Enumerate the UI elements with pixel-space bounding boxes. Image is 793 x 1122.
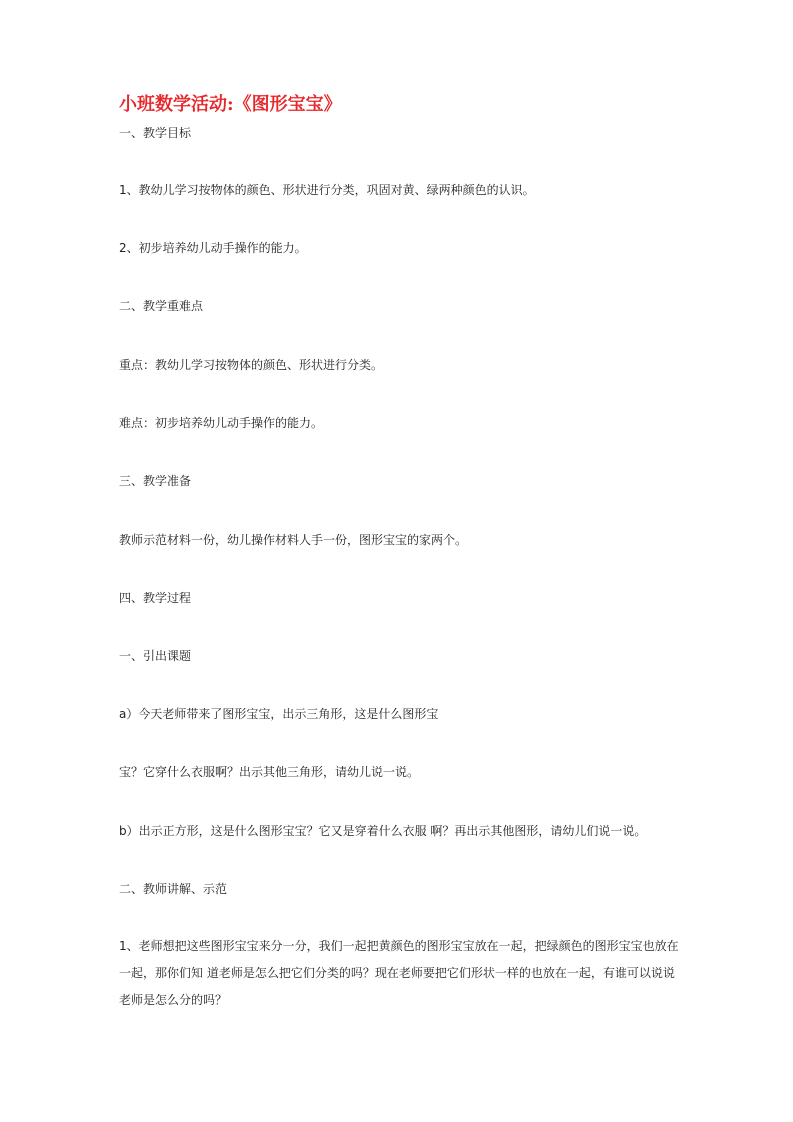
step-a-line-1: a）今天老师带来了图形宝宝，出示三角形，这是什么图形宝: [119, 707, 439, 721]
teacher-demo-paragraph: 1、老师想把这些图形宝宝来分一分，我们一起把黄颜色的图形宝宝放在一起，把绿颜色的图形宝宝也放在一起，那你们知 道老师是怎么把它们分类的吗？现在老师要把它们形状一样的也放在一起，有谁可以说说老师是怎么分的吗？: [119, 939, 679, 1007]
preparation-text: 教师示范材料一份，幼儿操作材料人手一份，图形宝宝的家两个。: [119, 533, 468, 547]
heading-teaching-goals: 一、教学目标: [119, 126, 192, 140]
document-title: 小班数学活动:《图形宝宝》: [119, 94, 342, 115]
goal-item-2: 2、初步培养幼儿动手操作的能力。: [119, 241, 307, 255]
subheading-teacher-demo: 二、教师讲解、示范: [119, 882, 228, 896]
goal-item-1: 1、教幼儿学习按物体的颜色、形状进行分类，巩固对黄、绿两种颜色的认识。: [119, 183, 535, 197]
heading-key-points: 二、教学重难点: [119, 299, 204, 313]
subheading-introduce-topic: 一、引出课题: [119, 649, 192, 663]
step-b-text: b）出示正方形，这是什么图形宝宝？它又是穿着什么衣服 啊？再出示其他图形，请幼儿们说一说。: [119, 824, 647, 838]
step-a-line-2: 宝？它穿什么衣服啊？出示其他三角形，请幼儿说一说。: [119, 765, 420, 779]
heading-preparation: 三、教学准备: [119, 474, 192, 488]
key-point-text: 重点：教幼儿学习按物体的颜色、形状进行分类。: [119, 358, 384, 372]
heading-process: 四、教学过程: [119, 591, 192, 605]
difficult-point-text: 难点：初步培养幼儿动手操作的能力。: [119, 416, 324, 430]
